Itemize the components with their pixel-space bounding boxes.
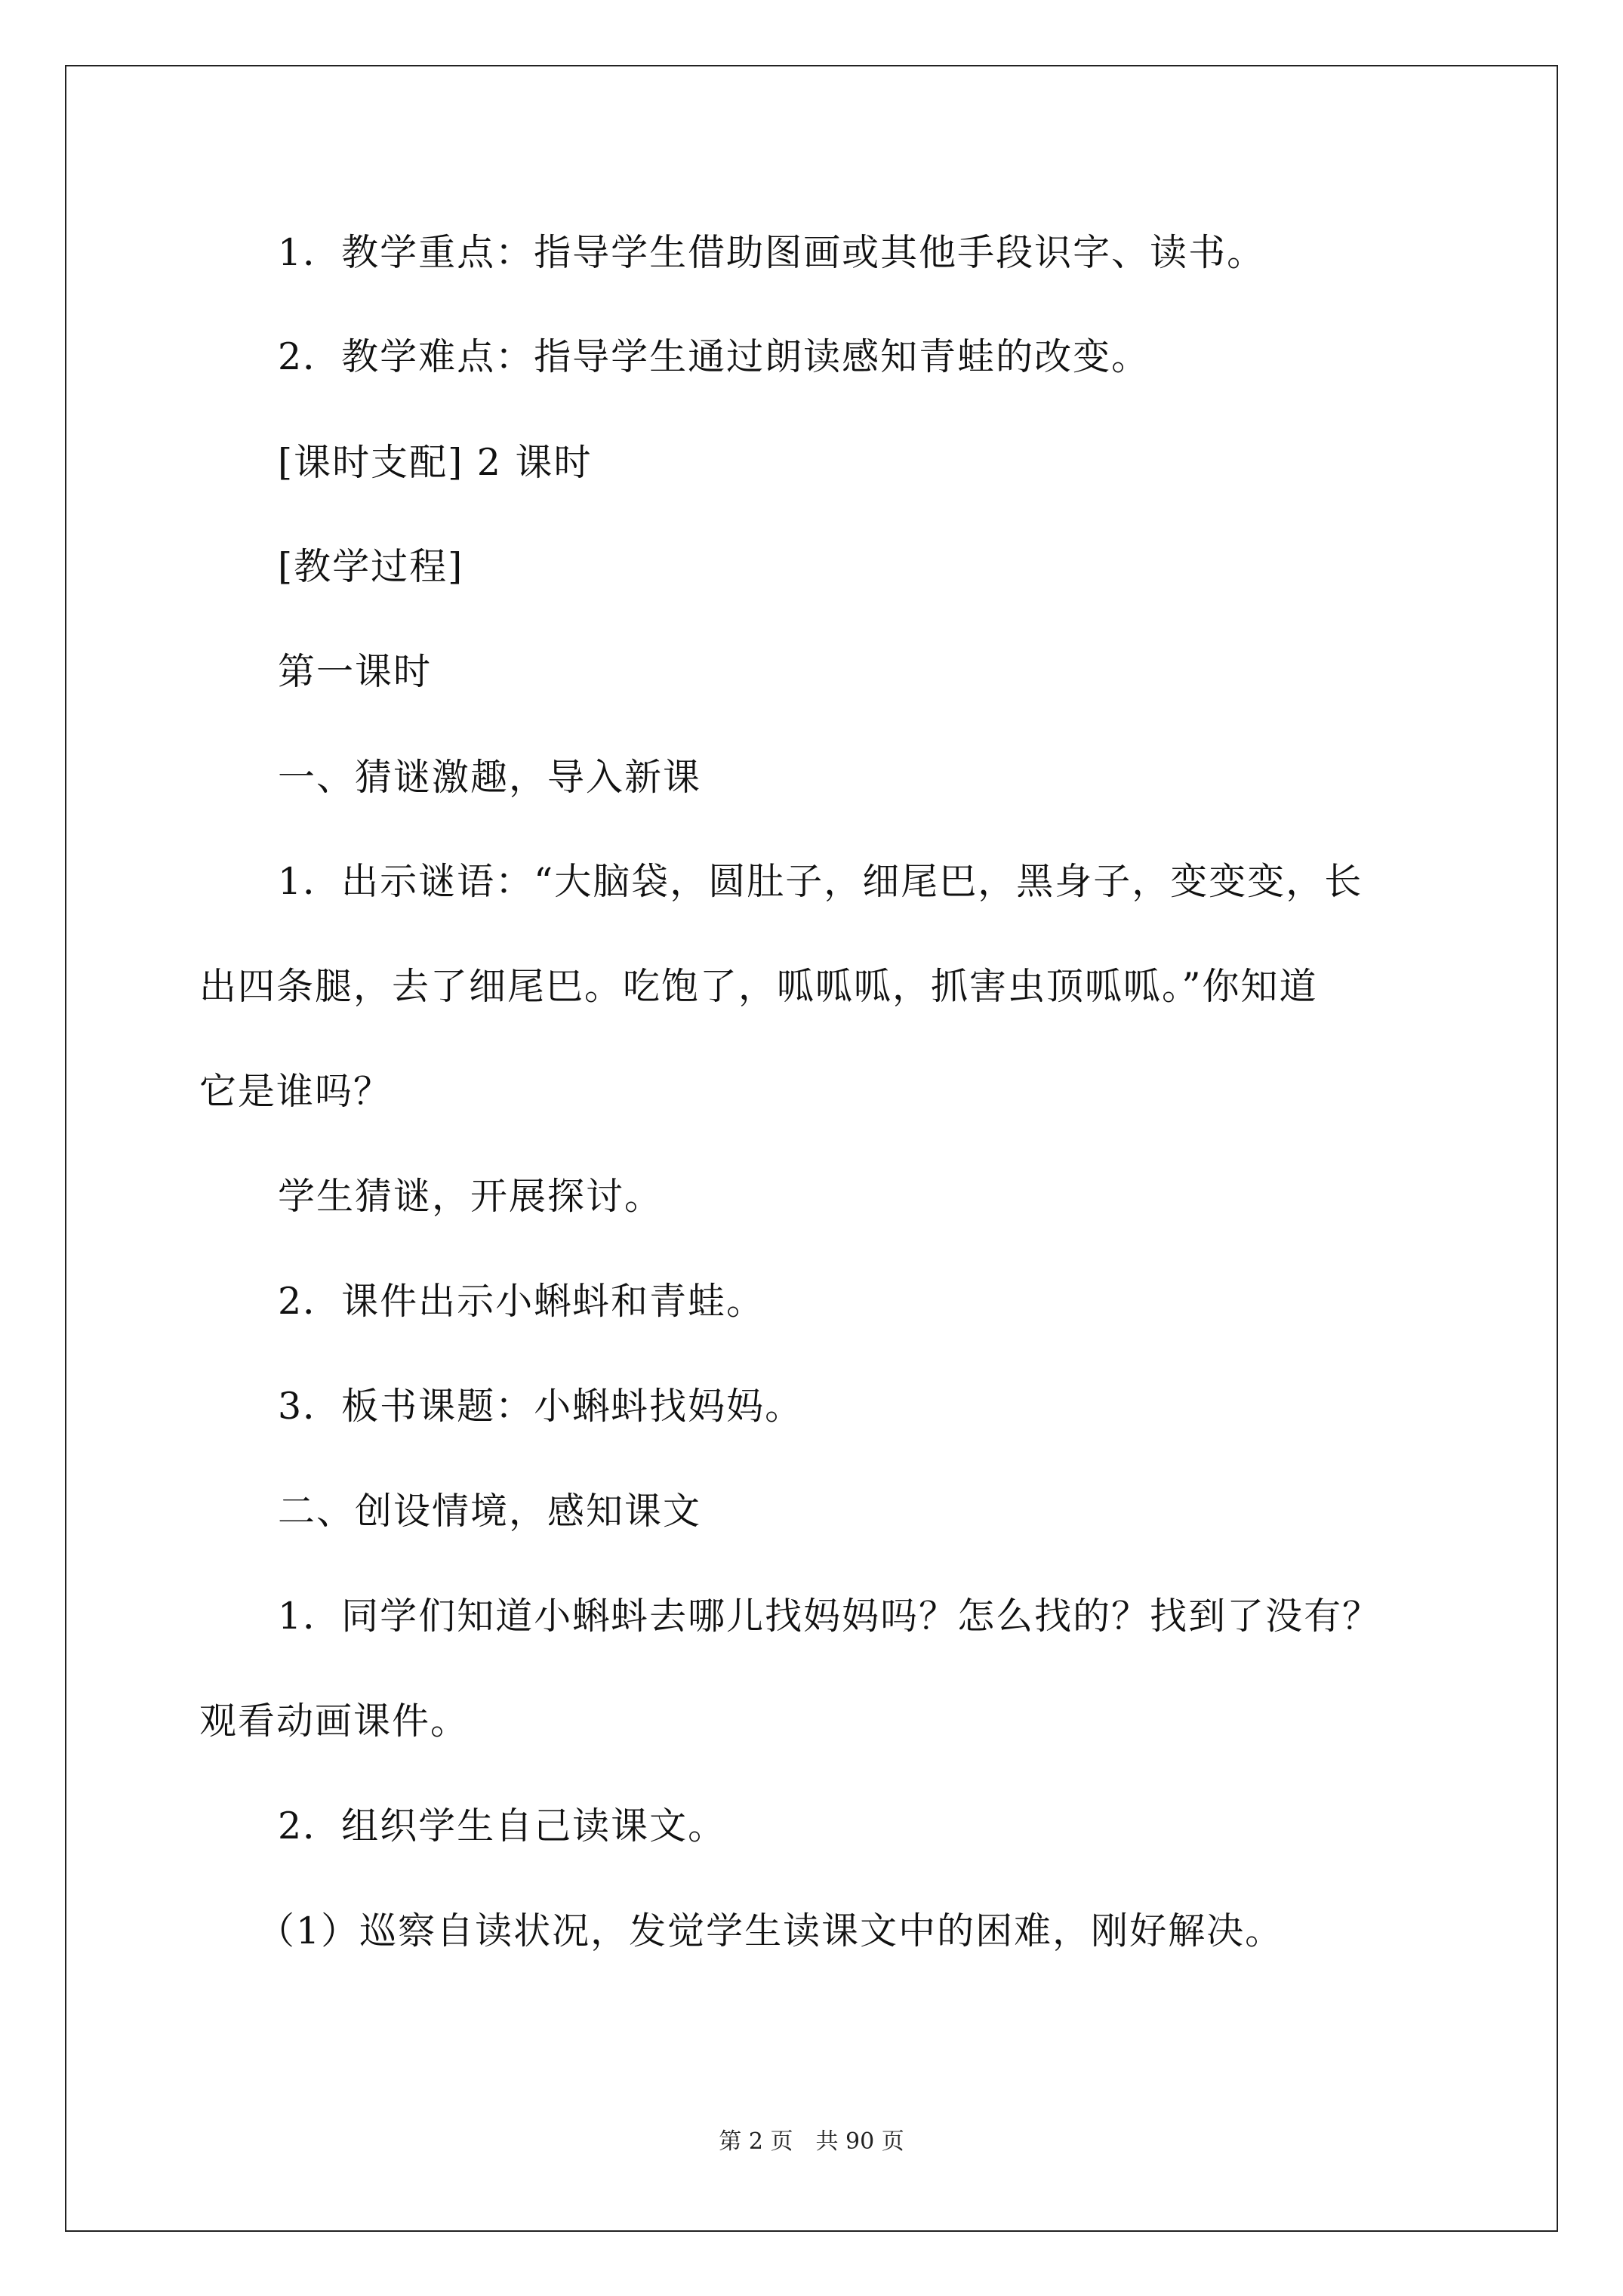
text-line-13: 二、创设情境，感知课文: [278, 1490, 702, 1533]
text-line-3: [课时支配] 2 课时: [278, 441, 593, 484]
text-line-1: 1．教学重点：指导学生借助图画或其他手段识字、读书。: [278, 231, 1266, 274]
text-line-12: 3．板书课题：小蝌蚪找妈妈。: [278, 1385, 804, 1428]
text-line-9: 它是谁吗？: [199, 1070, 393, 1113]
text-line-2: 2．教学难点：指导学生通过朗读感知青蛙的改变。: [278, 335, 1150, 378]
text-line-15: 观看动画课件。: [199, 1700, 470, 1743]
text-line-10: 学生猜谜，开展探讨。: [278, 1175, 664, 1218]
text-line-11: 2．课件出示小蝌蚪和青蛙。: [278, 1280, 765, 1323]
text-line-14: 1．同学们知道小蝌蚪去哪儿找妈妈吗？怎么找的？找到了没有？: [278, 1595, 1381, 1638]
text-line-17: （1）巡察自读状况，发觉学生读课文中的困难，刚好解决。: [257, 1909, 1284, 1952]
text-line-16: 2．组织学生自己读课文。: [278, 1804, 727, 1848]
text-line-4: [教学过程]: [278, 545, 464, 588]
text-line-7: 1．出示谜语：“大脑袋，圆肚子，细尾巴，黑身子，变变变，长: [278, 860, 1363, 903]
text-line-6: 一、猜谜激趣，导入新课: [278, 756, 702, 799]
page-number-footer: 第 2 页 共 90 页: [719, 2128, 904, 2155]
text-line-5: 第一课时: [278, 650, 433, 693]
page-frame: [65, 65, 1558, 2232]
text-line-8: 出四条腿，去了细尾巴。吃饱了，呱呱呱，抓害虫顶呱呱。”你知道: [199, 965, 1318, 1008]
